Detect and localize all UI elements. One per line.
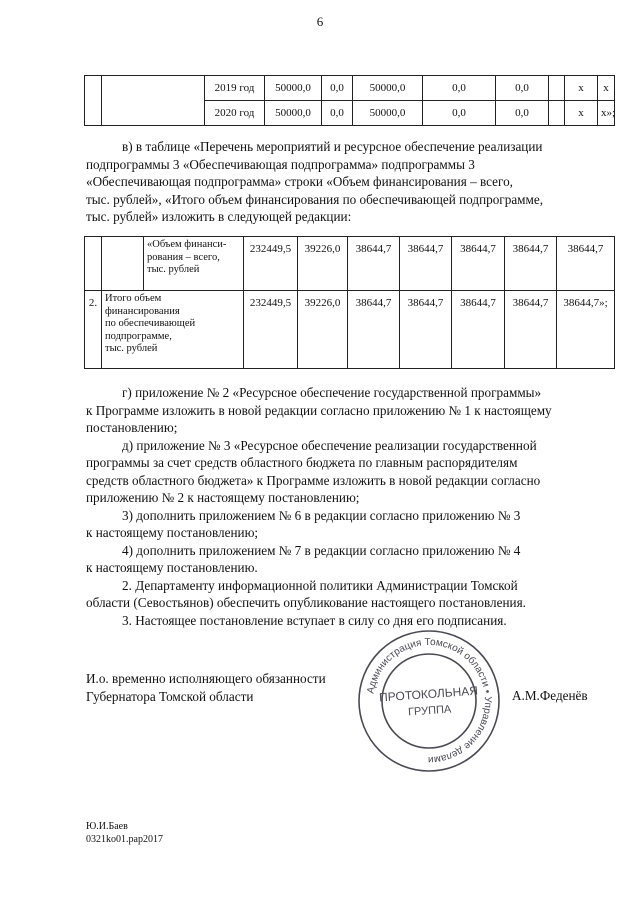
text-line: тыс. рублей», «Итого объем финансирования по обеспечивающей подпрограмме, <box>86 191 544 207</box>
table-cell: 50000,0 <box>353 101 423 126</box>
paragraph-final: 3. Настоящее постановление вступает в силу со дня его подписания. <box>122 612 507 628</box>
text-line: к настоящему постановлению; <box>86 525 259 540</box>
paragraph-4 <box>86 542 596 577</box>
funding-table-top <box>84 75 615 126</box>
table-cell: 0,0 <box>423 101 496 126</box>
table-cell: 38644,7 <box>505 237 557 291</box>
table-cell: 38644,7 <box>348 291 400 369</box>
table-cell: 38644,7 <box>452 291 505 369</box>
text-line: И.о. временно исполняющего обязанности <box>86 671 326 686</box>
table-cell <box>102 237 144 291</box>
text-line: к настоящему постановлению. <box>86 560 258 575</box>
row-number: 2. <box>85 291 102 369</box>
paragraph-v <box>86 138 596 226</box>
text-line: подпрограммы 3 «Обеспечивающая подпрограмма» подпрограммы 3 <box>86 156 475 172</box>
text-line: постановлению; <box>86 420 178 435</box>
paragraph-department <box>86 577 596 612</box>
text-line: в) в таблице «Перечень мероприятий и ресурсное обеспечение реализации <box>122 139 543 154</box>
body-text <box>86 384 596 629</box>
text-line: тыс. рублей» изложить в следующей редакции: <box>86 209 352 224</box>
label-line: Итого объем <box>105 293 162 304</box>
table-cell: х <box>565 76 598 101</box>
footer-doc-code: 0321ko01.pap2017 <box>86 834 163 845</box>
footer-author: Ю.И.Баев <box>86 821 128 832</box>
table-cell: х <box>565 101 598 126</box>
table-cell <box>549 101 565 126</box>
table-cell <box>549 76 565 101</box>
table-cell <box>85 76 102 126</box>
table-cell: 50000,0 <box>265 101 322 126</box>
table-cell: 232449,5 <box>244 291 298 369</box>
text-line: 2. Департаменту информационной политики Администрации Томской <box>122 577 518 593</box>
text-line: 4) дополнить приложением № 7 в редакции согласно приложению № 4 <box>122 542 521 558</box>
label-line: по обеспечивающей <box>105 318 196 329</box>
table-row <box>85 76 615 101</box>
paragraph-d <box>86 437 596 507</box>
table-cell: 232449,5 <box>244 237 298 291</box>
text-line: Губернатора Томской области <box>86 688 254 704</box>
table-cell: 38644,7 <box>452 237 505 291</box>
table-cell: 0,0 <box>496 76 549 101</box>
table-cell: 38644,7 <box>557 237 615 291</box>
stamp-seal <box>354 626 504 776</box>
table-cell: х»; <box>598 101 615 126</box>
signature-title <box>86 670 366 705</box>
signatory-name: А.М.Феденёв <box>512 688 588 703</box>
table-cell: 39226,0 <box>298 237 348 291</box>
table-cell: 39226,0 <box>298 291 348 369</box>
table-cell-year: 2020 год <box>205 101 265 126</box>
label-line: тыс. рублей <box>105 343 158 354</box>
label-line: «Объем финанси- <box>147 239 227 250</box>
text-line: средств областного бюджета» к Программе изложить в новой редакции согласно <box>86 472 541 488</box>
paragraph-3 <box>86 507 596 542</box>
text-line: к Программе изложить в новой редакции согласно приложению № 1 к настоящему <box>86 402 552 418</box>
footer <box>86 820 163 846</box>
table-cell: 0,0 <box>322 76 353 101</box>
row-label <box>144 237 244 291</box>
table-cell: 0,0 <box>496 101 549 126</box>
table-cell <box>102 76 205 126</box>
text-line: области (Севостьянов) обеспечить опубликование настоящего постановления. <box>86 595 526 610</box>
table-row <box>85 291 615 369</box>
table-cell-year: 2019 год <box>205 76 265 101</box>
funding-table-edition <box>84 236 615 369</box>
label-line: финансирования <box>105 305 180 317</box>
row-number <box>85 237 102 291</box>
table-cell: 50000,0 <box>265 76 322 101</box>
stamp-center-line: ПРОТОКОЛЬНАЯ <box>378 683 479 705</box>
text-line: приложению № 2 к настоящему постановлению; <box>86 490 360 505</box>
table-cell: 38644,7 <box>400 237 452 291</box>
table-cell: 0,0 <box>423 76 496 101</box>
page-number: 6 <box>316 14 324 29</box>
table-cell: 38644,7»; <box>557 291 615 369</box>
table-cell: 38644,7 <box>400 291 452 369</box>
label-line: подпрограмме, <box>105 330 172 342</box>
stamp-ring-text: Администрация Томской области • Управление делами <box>365 636 494 766</box>
table-cell: х <box>598 76 615 101</box>
text-line: программы за счет средств областного бюджета по главным распорядителям <box>86 455 518 470</box>
row-label <box>102 291 244 369</box>
table-cell: 38644,7 <box>505 291 557 369</box>
table-row <box>85 237 615 291</box>
label-line: рования – всего, <box>147 251 220 263</box>
text-line: д) приложение № 3 «Ресурсное обеспечение реализации государственной <box>122 437 537 453</box>
table-cell: 38644,7 <box>348 237 400 291</box>
text-line: 3) дополнить приложением № 6 в редакции согласно приложению № 3 <box>122 507 521 523</box>
text-line: г) приложение № 2 «Ресурсное обеспечение государственной программы» <box>122 385 542 400</box>
label-line: тыс. рублей <box>147 264 200 275</box>
text-line: «Обеспечивающая подпрограмма» строки «Объем финансирования – всего, <box>86 174 513 189</box>
table-cell: 50000,0 <box>353 76 423 101</box>
paragraph-g <box>86 384 596 437</box>
table-cell: 0,0 <box>322 101 353 126</box>
stamp-center-line: ГРУППА <box>407 703 452 719</box>
